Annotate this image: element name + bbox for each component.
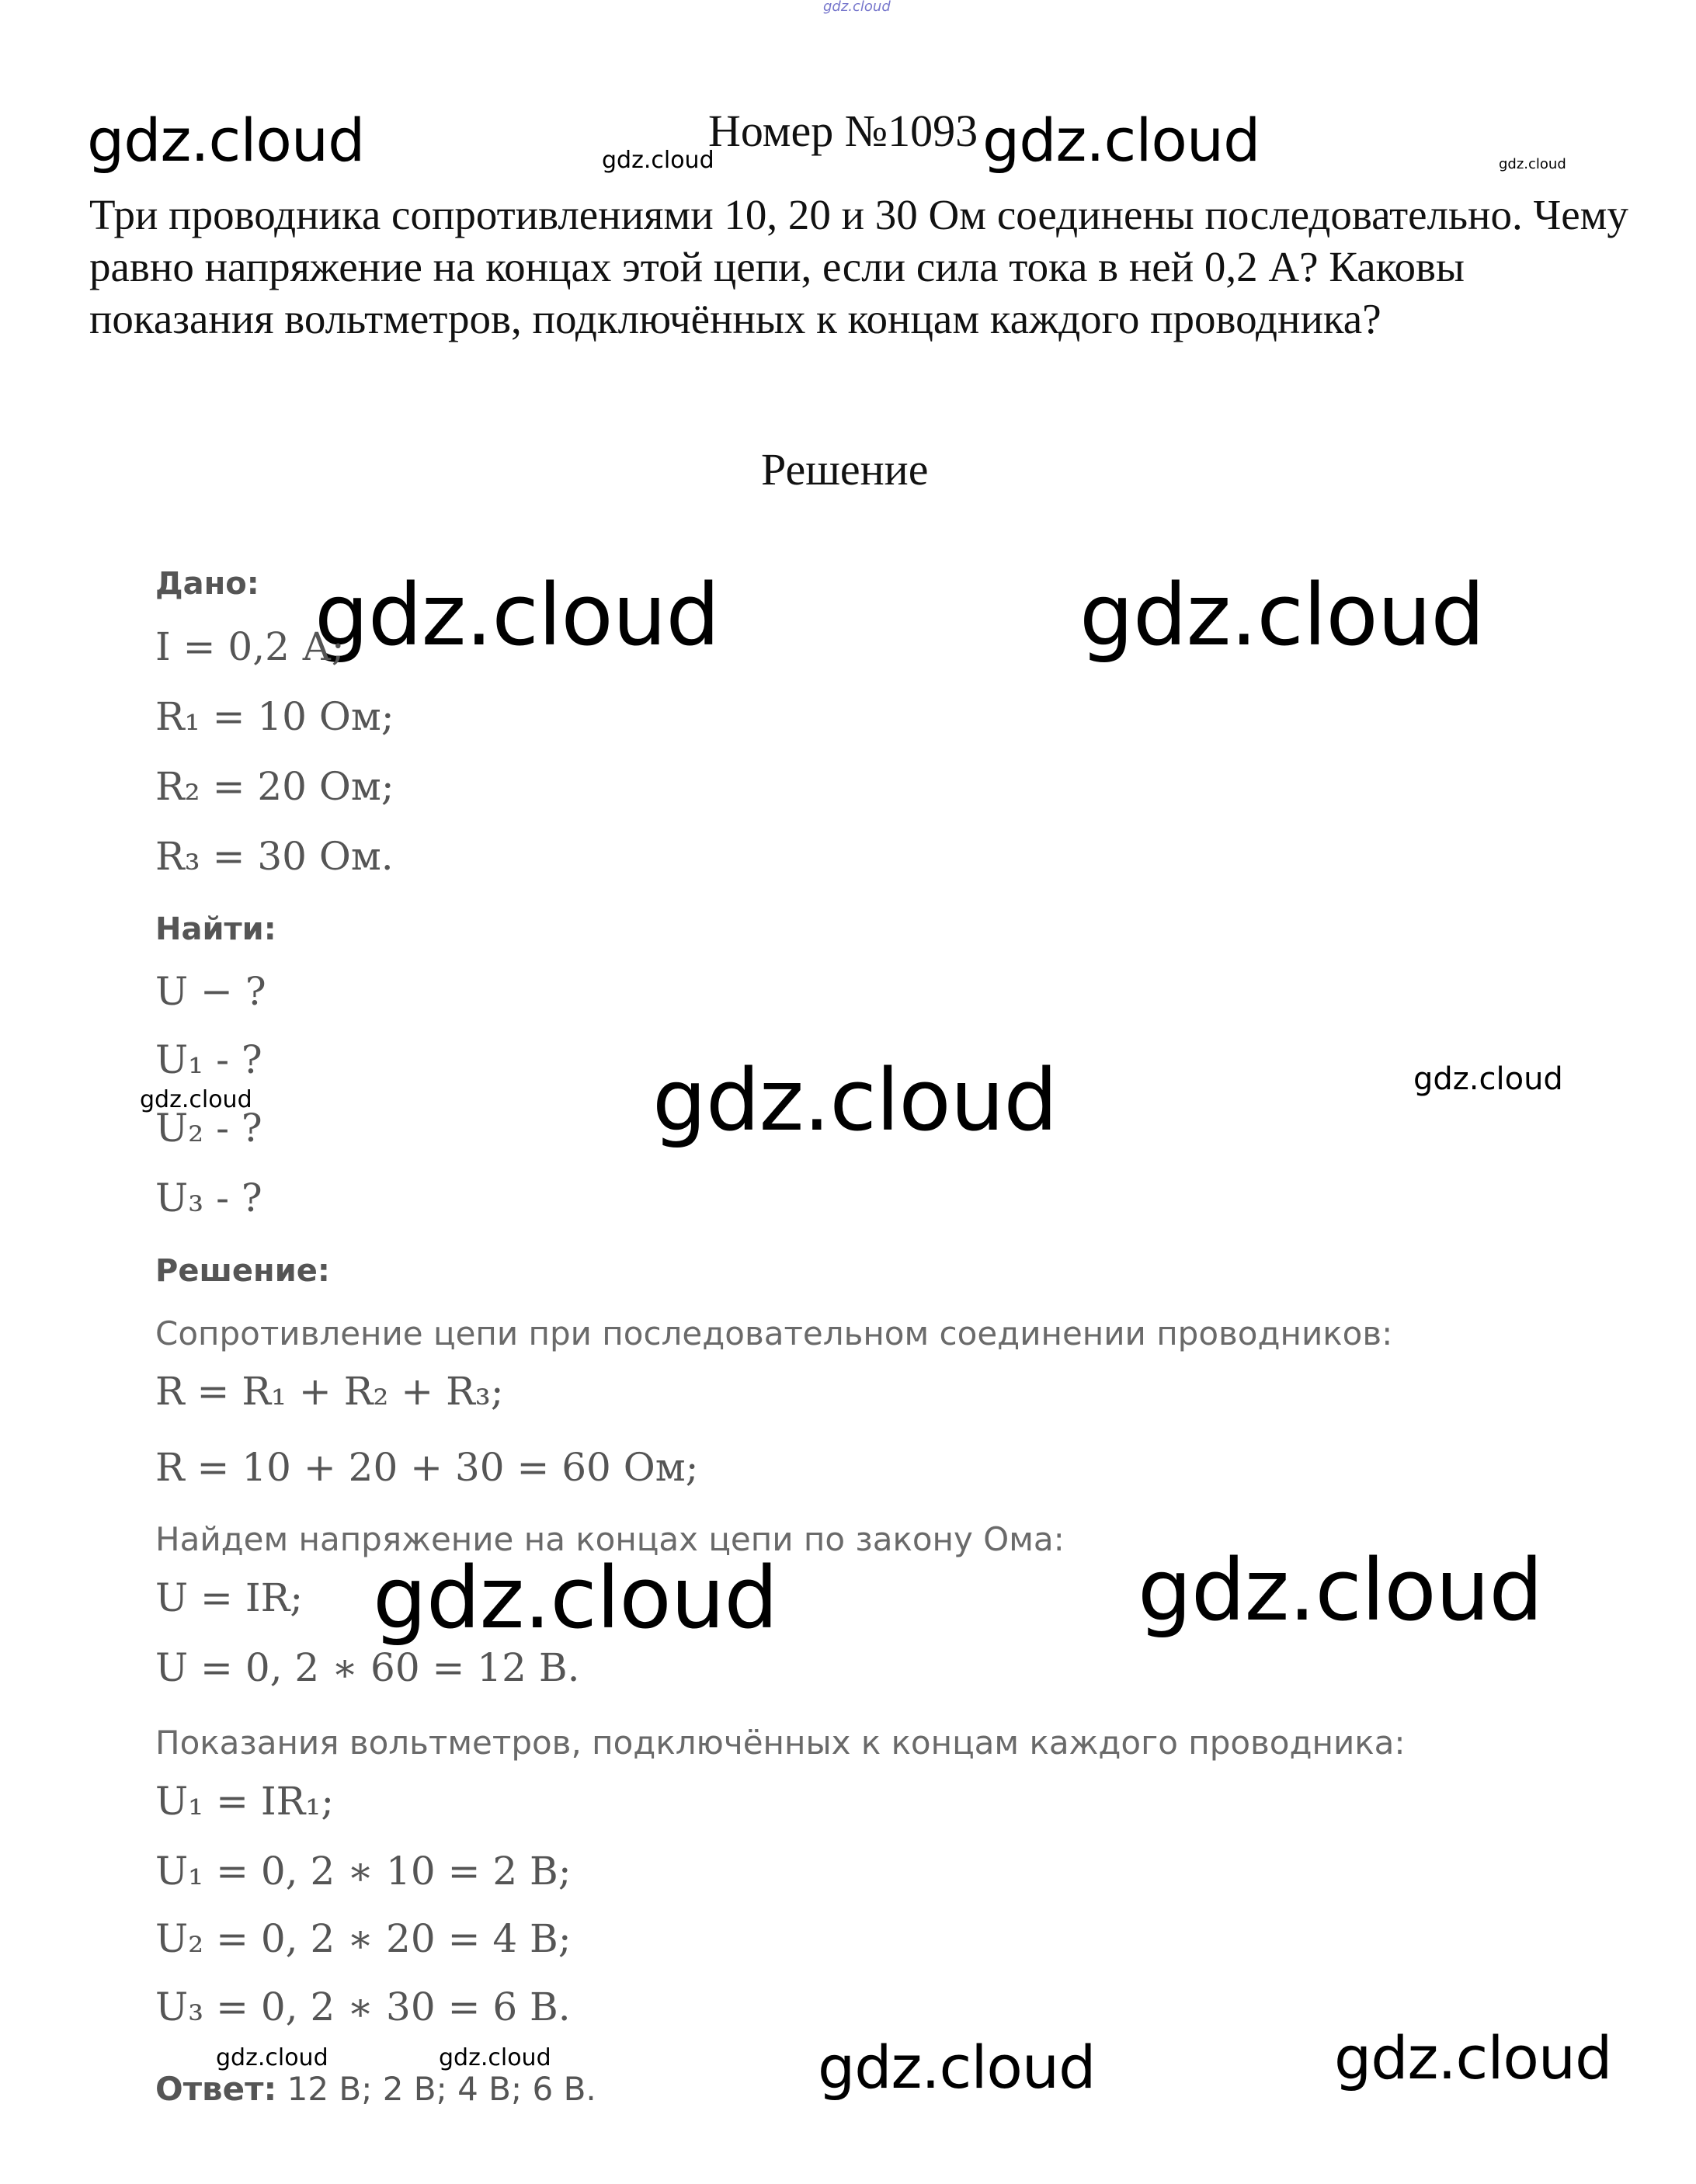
given-r1: R₁ = 10 Ом; <box>155 694 394 739</box>
voltmeters-text: Показания вольтметров, подключённых к концам каждого проводника: <box>155 1724 1406 1762</box>
voltage-text: Найдем напряжение на концах цепи по закону Ома: <box>155 1520 1065 1558</box>
given-label: Дано: <box>155 566 259 602</box>
resistance-text: Сопротивление цепи при последовательном соединении проводников: <box>155 1314 1393 1352</box>
watermark: gdz.cloud <box>87 106 365 175</box>
watermark: gdz.cloud <box>315 565 720 665</box>
watermark: gdz.cloud <box>1079 565 1485 665</box>
find-label: Найти: <box>155 911 276 947</box>
answer-label: Ответ: <box>155 2070 277 2108</box>
watermark: gdz.cloud <box>1413 1061 1563 1097</box>
u3-calc: U₃ = 0, 2 ∗ 30 = 6 В. <box>155 1984 571 2029</box>
watermark: gdz.cloud <box>216 2044 328 2071</box>
watermark: gdz.cloud <box>373 1548 778 1648</box>
watermark: gdz.cloud <box>439 2044 551 2071</box>
watermark: gdz.cloud <box>602 147 714 174</box>
given-current: I = 0,2 А; <box>155 624 345 669</box>
voltage-calc: U = 0, 2 ∗ 60 = 12 В. <box>155 1645 580 1690</box>
answer <box>155 2070 596 2108</box>
watermark-top-tiny: gdz.cloud <box>823 0 891 15</box>
solution-heading: Решение <box>761 444 929 495</box>
watermark: gdz.cloud <box>982 106 1260 175</box>
given-r3: R₃ = 30 Ом. <box>155 834 394 879</box>
page-title: Номер №1093 <box>708 106 978 156</box>
given-r2: R₂ = 20 Ом; <box>155 764 394 809</box>
problem-text: Три проводника сопротивлениями 10, 20 и 30 Ом соединены последовательно. Чему равно напряжение на концах этой цепи, если сила тока в ней 0,2 А? Каковы показания вольтметров, подключённых к концам каждого проводника? <box>89 191 1628 342</box>
watermark: gdz.cloud <box>818 2033 1096 2102</box>
answer-value: 12 В; 2 В; 4 В; 6 В. <box>287 2070 596 2108</box>
watermark: gdz.cloud <box>1334 2023 1612 2092</box>
watermark: gdz.cloud <box>140 1086 252 1113</box>
solution-label: Решение: <box>155 1253 330 1289</box>
watermark: gdz.cloud <box>1499 156 1566 172</box>
find-u: U − ? <box>155 969 266 1014</box>
find-u3: U₃ - ? <box>155 1175 262 1220</box>
resistance-formula: R = R₁ + R₂ + R₃; <box>155 1369 504 1414</box>
find-u2: U₂ - ? <box>155 1106 262 1151</box>
u1-formula: U₁ = IR₁; <box>155 1779 335 1824</box>
voltage-formula: U = IR; <box>155 1575 304 1620</box>
u1-calc: U₁ = 0, 2 ∗ 10 = 2 В; <box>155 1849 572 1894</box>
resistance-calc: R = 10 + 20 + 30 = 60 Ом; <box>155 1445 699 1490</box>
u2-calc: U₂ = 0, 2 ∗ 20 = 4 В; <box>155 1916 572 1961</box>
watermark: gdz.cloud <box>1138 1540 1543 1640</box>
watermark: gdz.cloud <box>652 1050 1058 1150</box>
find-u1: U₁ - ? <box>155 1037 262 1082</box>
